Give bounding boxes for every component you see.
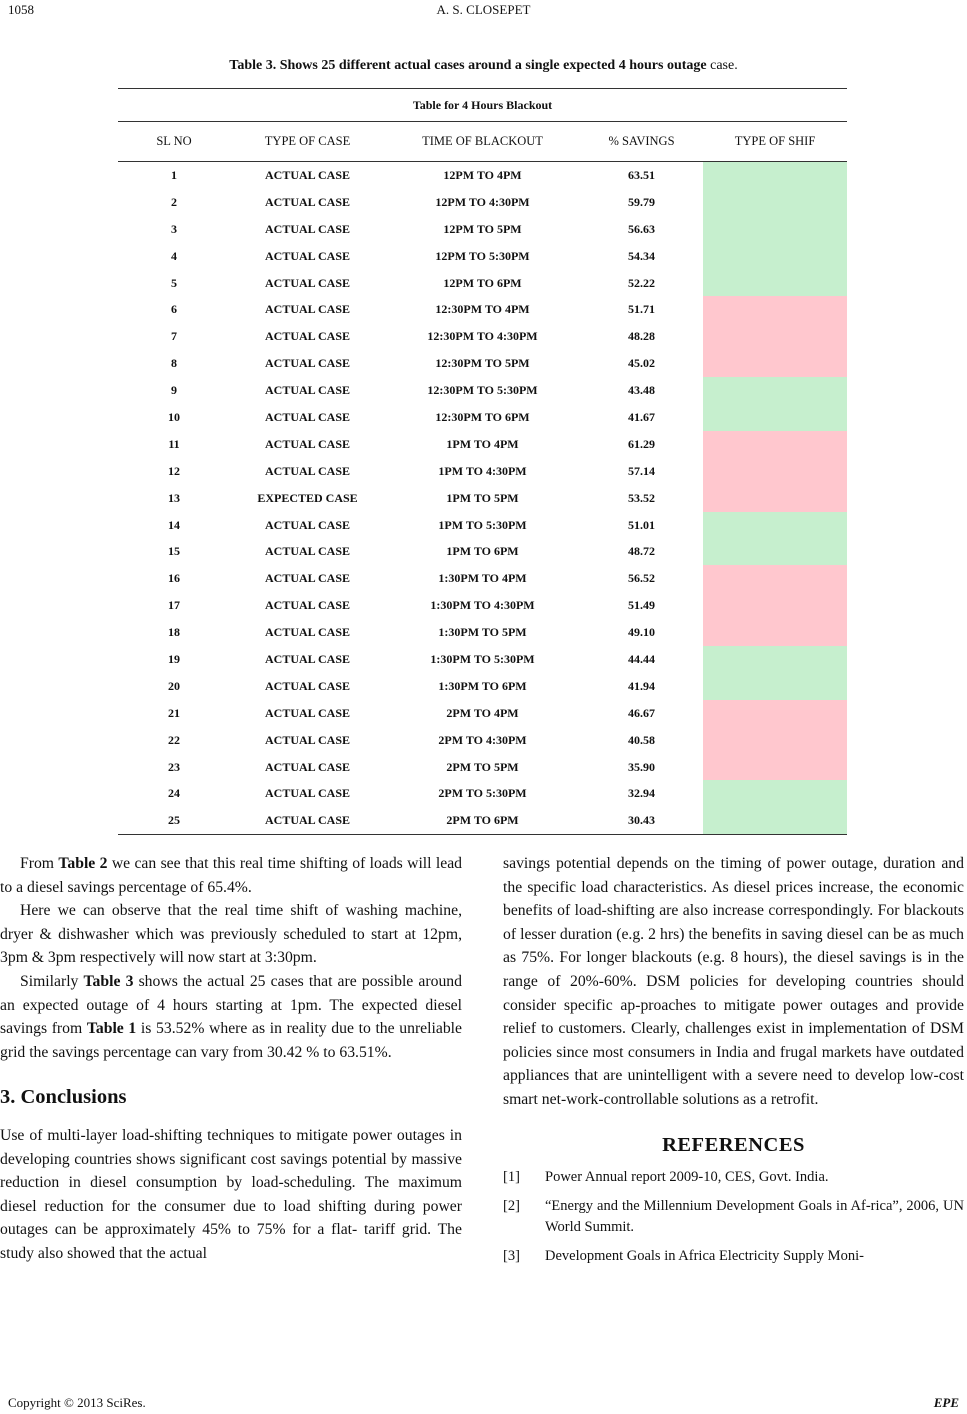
cell-type: ACTUAL CASE: [264, 759, 351, 774]
cell-time: 2PM TO 4:30PM: [438, 732, 527, 747]
table-row: [118, 431, 847, 458]
cell-type: ACTUAL CASE: [264, 544, 351, 559]
cell-sl: 18: [168, 625, 180, 640]
cell-savings: 46.67: [628, 705, 655, 720]
cell-type: ACTUAL CASE: [264, 571, 351, 586]
table-row: [118, 780, 847, 807]
cell-time: 12PM TO 4PM: [443, 167, 522, 182]
cell-sl: 23: [168, 759, 180, 774]
cell-shift-color: [703, 377, 847, 404]
table-row: [118, 270, 847, 297]
table-row: [118, 458, 847, 485]
cell-type: ACTUAL CASE: [264, 436, 351, 451]
paragraph: Use of multi-layer load-shifting techniques to mitigate power outages in developing countries shows significant cost savings potential by massive reduction in diesel consumption by load-scheduling. The maximum diesel reduction for the consumer due to load shifting during power outages can be approximately 45% to 75% for a flat- tariff grid. The study also showed that the actual: [0, 1126, 462, 1262]
cell-shift-color: [703, 565, 847, 592]
cell-shift-color: [703, 243, 847, 270]
cell-sl: 3: [171, 221, 177, 236]
cell-sl: 13: [168, 490, 180, 505]
footer-copyright: Copyright © 2013 SciRes.: [8, 1395, 146, 1410]
cell-savings: 49.10: [628, 625, 655, 640]
table-reference: Table 1: [86, 1020, 137, 1038]
cell-time: 1:30PM TO 6PM: [438, 678, 527, 693]
cell-savings: 44.44: [628, 651, 655, 666]
cell-savings: 53.52: [628, 490, 655, 505]
cell-shift-color: [703, 189, 847, 216]
cell-sl: 6: [171, 302, 177, 317]
table-row: [118, 538, 847, 565]
cell-type: ACTUAL CASE: [230, 807, 385, 834]
cell-shift-color: [703, 592, 847, 619]
section-heading: 3. Conclusions: [0, 1086, 127, 1109]
table-row: [118, 243, 847, 270]
cell-shift-color: [703, 350, 847, 377]
cell-sl: 14: [168, 517, 180, 532]
cell-time: 1PM TO 4PM: [446, 436, 519, 451]
table-row: [118, 592, 847, 619]
cell-savings: 30.43: [580, 807, 703, 834]
cell-savings: 41.67: [628, 409, 655, 424]
blackout-table: [118, 88, 847, 835]
cell-time: 1PM TO 4:30PM: [438, 463, 527, 478]
right-column: [503, 852, 964, 1275]
cell-time: 1PM TO 5:30PM: [438, 517, 527, 532]
cell-type: ACTUAL CASE: [264, 356, 351, 371]
cell-sl: 17: [168, 598, 180, 613]
cell-time: 12PM TO 5PM: [443, 221, 522, 236]
cell-sl: 16: [168, 571, 180, 586]
cell-savings: 51.01: [628, 517, 655, 532]
column-header: TYPE OF CASE: [230, 122, 385, 162]
cell-type: ACTUAL CASE: [264, 167, 351, 182]
cell-type: ACTUAL CASE: [264, 221, 351, 236]
table-reference: Table 2: [58, 855, 108, 872]
cell-type: EXPECTED CASE: [257, 490, 358, 505]
cell-type: ACTUAL CASE: [264, 651, 351, 666]
cell-time: 12:30PM TO 6PM: [435, 409, 530, 424]
cell-savings: 59.79: [628, 194, 655, 209]
cell-shift-color: [703, 727, 847, 754]
cell-type: ACTUAL CASE: [264, 517, 351, 532]
cell-shift-color: [703, 780, 847, 807]
cell-type: ACTUAL CASE: [264, 732, 351, 747]
cell-shift-color: [703, 619, 847, 646]
cell-shift-color: [703, 485, 847, 512]
cell-savings: 56.63: [628, 221, 655, 236]
running-header-author: A. S. CLOSEPET: [436, 2, 531, 17]
cell-sl: 8: [171, 356, 177, 371]
table-row: [118, 323, 847, 350]
column-header: TIME OF BLACKOUT: [385, 122, 580, 162]
cell-shift-color: [703, 270, 847, 297]
cell-time: 1PM TO 5PM: [446, 490, 519, 505]
cell-time: 2PM TO 4PM: [446, 705, 519, 720]
paragraph: Here we can observe that the real time shift of washing machine, dryer & dishwasher which was previously scheduled to start at 12pm, 3pm & 3pm respectively will now start at 3:30pm.: [0, 902, 462, 967]
reference-item: [2] “Energy and the Millennium Development Goals in Af-rica”, 2006, UN World Summit.: [503, 1198, 964, 1236]
table-title: Table for 4 Hours Blackout: [118, 89, 847, 122]
cell-type: ACTUAL CASE: [264, 275, 351, 290]
cell-shift-color: [703, 673, 847, 700]
cell-savings: 48.72: [628, 544, 655, 559]
cell-sl: 1: [171, 167, 177, 182]
table-row: [118, 485, 847, 512]
cell-type: ACTUAL CASE: [264, 786, 351, 801]
cell-savings: 52.22: [628, 275, 655, 290]
caption-label: Table 3. Shows 25 different actual cases around a single expected 4 hours outage: [229, 58, 707, 73]
references-heading: REFERENCES: [662, 1133, 805, 1156]
cell-sl: 25: [118, 807, 230, 834]
cell-type: ACTUAL CASE: [264, 409, 351, 424]
cell-type: ACTUAL CASE: [264, 302, 351, 317]
cell-time: 1:30PM TO 5:30PM: [430, 651, 535, 666]
cell-savings: 32.94: [628, 786, 655, 801]
cell-type: ACTUAL CASE: [264, 625, 351, 640]
cell-time: 2PM TO 5PM: [446, 759, 519, 774]
cell-savings: 51.49: [628, 598, 655, 613]
caption-tail: case.: [706, 58, 738, 73]
cell-time: 1:30PM TO 4:30PM: [430, 598, 535, 613]
cell-time: 2PM TO 5:30PM: [438, 786, 527, 801]
page-number: 1058: [8, 2, 34, 17]
cell-savings: 63.51: [628, 167, 655, 182]
cell-sl: 4: [171, 248, 177, 263]
cell-type: ACTUAL CASE: [264, 194, 351, 209]
table-row: [118, 216, 847, 243]
cell-type: ACTUAL CASE: [264, 329, 351, 344]
cell-shift-color: [703, 646, 847, 673]
cell-shift-color: [703, 216, 847, 243]
cell-sl: 15: [168, 544, 180, 559]
cell-shift-color: [703, 162, 847, 189]
cell-time: 12PM TO 6PM: [443, 275, 522, 290]
cell-shift-color: [703, 458, 847, 485]
cell-time: 12:30PM TO 4:30PM: [427, 329, 538, 344]
cell-time: 2PM TO 6PM: [385, 807, 580, 834]
reference-item: [3] Development Goals in Africa Electricity Supply Moni-: [503, 1248, 864, 1265]
table-row: [118, 619, 847, 646]
cell-sl: 24: [168, 786, 180, 801]
cell-type: ACTUAL CASE: [264, 705, 351, 720]
cell-shift-color: [703, 700, 847, 727]
cell-sl: 9: [171, 383, 177, 398]
cell-sl: 10: [168, 409, 180, 424]
cell-savings: 61.29: [628, 436, 655, 451]
table-row: [118, 162, 847, 189]
cell-sl: 11: [168, 436, 180, 451]
cell-type: ACTUAL CASE: [264, 678, 351, 693]
cell-savings: 48.28: [628, 329, 655, 344]
table-title-row: [118, 89, 847, 122]
table-row: [118, 700, 847, 727]
cell-time: 1PM TO 6PM: [446, 544, 519, 559]
table-row: [118, 189, 847, 216]
cell-type: ACTUAL CASE: [264, 383, 351, 398]
cell-savings: 40.58: [628, 732, 655, 747]
column-header: % SAVINGS: [580, 122, 703, 162]
paragraph: From Table 2 we can see that this real time shifting of loads will lead to a diesel savings percentage of 65.4%.: [0, 855, 462, 896]
cell-type: ACTUAL CASE: [264, 248, 351, 263]
table-row: [118, 350, 847, 377]
cell-shift-color: [703, 296, 847, 323]
table-header-row: [118, 122, 847, 162]
cell-sl: 19: [168, 651, 180, 666]
cell-sl: 2: [171, 194, 177, 209]
cell-shift-color: [703, 512, 847, 539]
cell-savings: 56.52: [628, 571, 655, 586]
reference-item: [1] Power Annual report 2009-10, CES, Govt. India.: [503, 1169, 829, 1186]
cell-savings: 57.14: [628, 463, 655, 478]
cell-type: ACTUAL CASE: [264, 598, 351, 613]
cell-sl: 20: [168, 678, 180, 693]
cell-savings: 54.34: [628, 248, 655, 263]
column-header: TYPE OF SHIF: [703, 122, 847, 162]
table-row: [118, 646, 847, 673]
cell-shift-color: [703, 538, 847, 565]
cell-sl: 5: [171, 275, 177, 290]
paragraph: savings potential depends on the timing of power outage, duration and the specific load characteristics. As diesel prices increase, the economic benefits of load-shifting are also increase correspondingly. For blackouts of lesser duration (e.g. 2 hrs) the benefits in saving diesel can be as much as 75%. For longer blackouts (e.g. 8 hours), the diesel savings is in the range of 20%-60%. DSM policies for developing countries should consider specific ap-proaches to mitigate power outages and provide relief to customers. Clearly, challenges exist in implementation of DSM policies since most consumers in India and frugal markets have outdated appliances that are unintelligent with a severe need to develop low-cost smart net-work-controllable solutions as a retrofit.: [503, 855, 964, 1108]
table-reference: Table 3: [83, 972, 134, 990]
cell-savings: 43.48: [628, 383, 655, 398]
column-header: SL NO: [118, 122, 230, 162]
cell-sl: 21: [168, 705, 180, 720]
cell-sl: 22: [168, 732, 180, 747]
cell-savings: 51.71: [628, 302, 655, 317]
table-row: [118, 673, 847, 700]
table-row: [118, 296, 847, 323]
cell-savings: 45.02: [628, 356, 655, 371]
cell-shift-color: [703, 807, 847, 834]
table-row: [118, 377, 847, 404]
paragraph: Similarly Table 3 shows the actual 25 cases that are possible around an expected outage of 4 hours starting at 1pm. The expected diesel savings from Table 1 is 53.52% where as in reality due to the unreliable grid the savings percentage can vary from 30.42 % to 63.51%.: [0, 972, 462, 1061]
table-row: [118, 404, 847, 431]
cell-time: 12PM TO 5:30PM: [435, 248, 530, 263]
cell-time: 1:30PM TO 4PM: [438, 571, 527, 586]
cell-sl: 7: [171, 329, 177, 344]
cell-time: 12:30PM TO 5PM: [435, 356, 530, 371]
table-caption: [0, 58, 967, 74]
left-column: [0, 852, 462, 1266]
table-row: [118, 727, 847, 754]
cell-shift-color: [703, 323, 847, 350]
cell-shift-color: [703, 431, 847, 458]
footer-journal: EPE: [933, 1395, 959, 1410]
cell-time: 12:30PM TO 5:30PM: [427, 383, 538, 398]
table-row: [118, 807, 847, 834]
cell-shift-color: [703, 404, 847, 431]
table-row: [118, 512, 847, 539]
cell-type: ACTUAL CASE: [264, 463, 351, 478]
cell-savings: 41.94: [628, 678, 655, 693]
cell-savings: 35.90: [628, 759, 655, 774]
cell-time: 1:30PM TO 5PM: [438, 625, 527, 640]
table-row: [118, 565, 847, 592]
table-row: [118, 754, 847, 781]
cell-time: 12:30PM TO 4PM: [435, 302, 530, 317]
cell-time: 12PM TO 4:30PM: [435, 194, 530, 209]
cell-shift-color: [703, 754, 847, 781]
cell-sl: 12: [168, 463, 180, 478]
